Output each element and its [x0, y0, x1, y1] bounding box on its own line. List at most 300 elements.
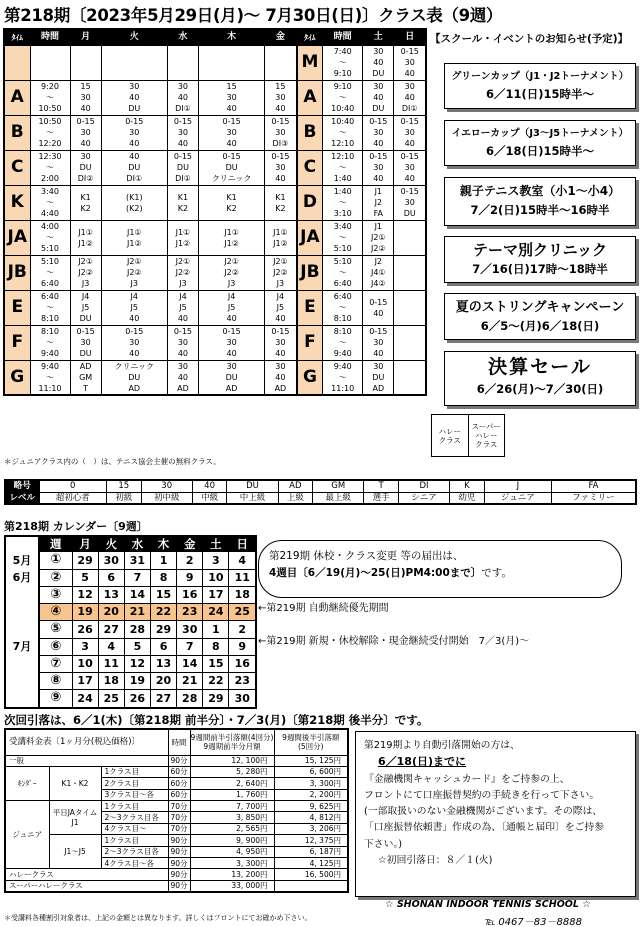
bubble-line-2	[269, 565, 611, 582]
cell-line: T	[83, 383, 89, 393]
calendar-week-row	[5, 690, 256, 708]
class-cell	[199, 185, 265, 220]
cell-line: DI①	[175, 174, 191, 183]
cell-line: 9:40	[41, 361, 59, 371]
cell-line: 0‐15	[173, 152, 192, 161]
class-cell	[199, 45, 265, 80]
time-slot-label-right: F	[297, 325, 323, 360]
cell-line: DI②	[77, 174, 94, 183]
schedule-row	[4, 150, 426, 185]
cell-line: 6:40	[41, 279, 59, 288]
calendar-week-row	[5, 552, 256, 569]
level-code: 0	[39, 480, 106, 492]
cell-line: 10:50	[38, 117, 62, 126]
class-cell	[101, 80, 167, 115]
level-code: K	[450, 480, 485, 492]
cell-line: 5:10	[41, 244, 59, 253]
calendar-day: 18	[98, 673, 124, 690]
time-slot-label-right: B	[297, 115, 323, 150]
cell-line: ～	[338, 372, 347, 382]
cell-line: DI③	[272, 139, 289, 148]
calendar-week-row	[5, 673, 256, 690]
fee-time: 90分	[168, 755, 190, 766]
priority-period-note: ←第219期 自動継続優先期間	[258, 603, 389, 614]
auto-deadline: 6／18(日)までに	[378, 755, 467, 769]
cell-line: 30	[177, 361, 189, 371]
cell-line: AD	[225, 383, 238, 393]
cell-line: クリニック	[211, 174, 252, 183]
fee-sub: 2～3クラス目各	[101, 812, 168, 823]
calendar-day: 14	[177, 655, 203, 672]
cell-line: クリニック	[114, 361, 155, 371]
class-cell	[199, 360, 265, 395]
cell-line: J5	[276, 303, 285, 312]
class-cell	[265, 185, 297, 220]
level-code: T	[364, 480, 399, 492]
cell-line: ～	[338, 233, 347, 242]
time-range	[30, 115, 70, 150]
cell-line: DU	[128, 104, 141, 113]
class-cell	[363, 185, 394, 220]
news-string-campaign	[444, 293, 636, 340]
fee-second: 6, 600円	[274, 766, 348, 777]
cell-line: J1	[374, 222, 383, 231]
calendar-corner	[5, 536, 39, 552]
calendar-day: 5	[124, 638, 150, 655]
calendar-header-row	[5, 536, 256, 552]
class-cell	[70, 360, 101, 395]
schedule-row	[4, 220, 426, 255]
cell-line: J2①	[273, 257, 288, 266]
fee-category: 一般	[5, 755, 168, 766]
cell-line: 0‐15	[400, 152, 419, 161]
fee-second: 16, 500円	[274, 869, 348, 880]
header-sun: 日	[394, 29, 426, 45]
calendar-day: 24	[203, 604, 229, 621]
calendar-day: 26	[72, 621, 98, 638]
cell-line: J5	[227, 303, 236, 312]
fee-category-kinder: ｷﾝﾀﾞｰ	[5, 766, 49, 800]
time-slot-label: K	[4, 185, 30, 220]
cell-line: DU	[79, 163, 92, 172]
class-cell	[70, 150, 101, 185]
cell-line: 6:40	[41, 292, 59, 301]
cell-line: 30	[129, 338, 140, 347]
cell-line: 30	[404, 198, 415, 207]
cell-line: DU	[372, 372, 385, 382]
cell-line: 6:40	[333, 279, 352, 288]
header-time-label-right: ﾀｲﾑ	[297, 29, 323, 45]
class-cell	[167, 150, 198, 185]
news-title: グリーンカップ（J1・J2トーナメント）	[451, 71, 629, 82]
cell-line: 12:10	[331, 152, 355, 161]
calendar-month	[5, 586, 39, 603]
news-date: 6／18(日)15時半～	[485, 144, 595, 158]
cell-line: ～	[46, 372, 54, 382]
level-name: 中上級	[227, 492, 278, 504]
fee-first: 5, 280円	[190, 766, 274, 777]
time-slot-label-right: JA	[297, 220, 323, 255]
fee-time: 90分	[168, 835, 190, 846]
cell-line: 40	[226, 314, 237, 323]
cell-line: DU	[79, 349, 92, 358]
cell-line: 30	[80, 128, 91, 137]
cell-line: 9:40	[41, 349, 59, 358]
level-code-row	[5, 480, 636, 492]
cell-line	[394, 377, 425, 388]
cell-line: 10:40	[331, 104, 355, 113]
class-cell	[363, 80, 394, 115]
calendar-day: 2	[177, 552, 203, 569]
class-cell	[394, 150, 426, 185]
cell-line: J4	[179, 292, 187, 301]
calendar-month	[5, 604, 39, 621]
fee-sub-ja: 平日JAタイム J1	[49, 801, 101, 835]
calendar-day: 1	[150, 552, 176, 569]
class-cell	[265, 290, 297, 325]
auto-first-debit: ☆初回引落日：８／１(火)	[378, 855, 493, 867]
fee-row	[5, 835, 348, 846]
week-number: ⑦	[39, 655, 72, 672]
time-range	[30, 290, 70, 325]
cell-line: 40	[129, 152, 140, 161]
cell-line: K2	[275, 203, 286, 213]
fee-category: スーパーハレークラス	[5, 880, 168, 891]
super-hare-class-label: スーパー ハレー クラス	[471, 422, 501, 449]
class-cell	[167, 255, 198, 290]
calendar-header: 木	[150, 536, 176, 552]
time-slot-label: A	[4, 80, 30, 115]
term-calendar	[4, 535, 257, 709]
cell-line: K1	[80, 192, 91, 202]
cell-line: 0‐15	[222, 152, 241, 161]
class-cell	[394, 325, 426, 360]
cell-line: J2①	[78, 257, 93, 266]
time-range	[30, 80, 70, 115]
class-cell	[363, 115, 394, 150]
cell-line: 30	[226, 338, 237, 347]
cell-line: J1①	[224, 227, 239, 237]
cell-line: 40	[177, 93, 189, 102]
cell-line: J2①	[370, 233, 386, 242]
week-number: ⑥	[39, 638, 72, 655]
cell-line: J2②	[224, 268, 239, 277]
calendar-day: 12	[124, 655, 150, 672]
level-code: 40	[192, 480, 227, 492]
cell-line: 30	[404, 82, 415, 91]
level-code: FA	[551, 480, 636, 492]
level-name-row	[5, 492, 636, 504]
cell-line: ～	[46, 198, 54, 207]
cell-line: 0‐15	[271, 327, 290, 336]
auto-line: 下さい。)	[364, 838, 403, 850]
level-name: 初中級	[141, 492, 192, 504]
calendar-header: 火	[98, 536, 124, 552]
junior-note: ＊ジュニアクラス内の（ ）は、テニス協会主催の無料クラス。	[4, 457, 221, 466]
cell-line: 0‐15	[222, 327, 241, 336]
fee-time: 90分	[168, 858, 190, 869]
week-number: ⑧	[39, 673, 72, 690]
cell-line: 3:10	[333, 209, 352, 218]
cell-line: 15	[275, 82, 286, 91]
cell-line: 12:10	[331, 139, 355, 148]
level-code: 15	[106, 480, 141, 492]
cell-line: 1:40	[333, 174, 352, 183]
new-registration-note: ←第219期 新規・休校解除・現金継続受付開始 7／3(月)～	[258, 636, 530, 647]
fee-time: 70分	[168, 812, 190, 823]
cell-line: 30	[275, 361, 286, 371]
level-code: AD	[278, 480, 313, 492]
cell-line: 30	[80, 93, 91, 102]
phone-number: ℡ 0467－83－8888	[485, 917, 582, 927]
level-name: 初級	[106, 492, 141, 504]
cell-line: J1	[374, 187, 383, 196]
cell-line: 2:00	[41, 174, 59, 183]
calendar-day: 17	[72, 673, 98, 690]
header-time: 時間	[30, 29, 70, 45]
calendar-title: 第218期 カレンダー〔9週〕	[4, 520, 148, 533]
cell-line: 0‐15	[76, 327, 95, 336]
cell-line: 40	[373, 174, 384, 183]
class-cell	[101, 185, 167, 220]
cell-line: ～	[338, 128, 347, 137]
news-title: 決算セール	[488, 356, 592, 378]
class-cell	[265, 45, 297, 80]
cell-line: 40	[404, 139, 415, 148]
cell-line: 30	[275, 338, 286, 347]
time-range-right	[323, 185, 363, 220]
calendar-day: 30	[98, 552, 124, 569]
calendar-month	[5, 690, 39, 708]
auto-line: 第219期より自動引落開始の方は、	[364, 740, 520, 751]
calendar-day: 23	[177, 604, 203, 621]
cell-line: 9:20	[41, 82, 59, 91]
fee-note: ＊受講料各種割引対象者は、上記の金額とは異なります。詳しくはフロントにてお確かめ下さい。	[4, 914, 312, 922]
cell-line: 40	[275, 104, 286, 113]
cell-line: J5	[130, 303, 138, 312]
time-slot-label-right: D	[297, 185, 323, 220]
calendar-header: 金	[177, 536, 203, 552]
cell-line: 40	[373, 308, 384, 318]
cell-line	[394, 273, 425, 284]
calendar-day: 13	[150, 655, 176, 672]
fee-first: 33, 000円	[190, 880, 274, 891]
fee-time: 60分	[168, 778, 190, 789]
cell-line: 30	[404, 128, 415, 137]
time-range-right	[323, 150, 363, 185]
fee-header-second: 9週間後半引落額 (5回分)	[274, 729, 348, 755]
class-cell	[265, 115, 297, 150]
calendar-day: 17	[203, 586, 229, 603]
cell-line	[394, 366, 425, 377]
news-title: テーマ別クリニック	[472, 241, 608, 259]
cell-line: 30	[275, 93, 286, 102]
cell-line: J3	[179, 279, 187, 288]
cell-line: K2	[226, 203, 237, 213]
cell-line: 0‐15	[271, 117, 290, 126]
class-cell	[265, 255, 297, 290]
schedule-row	[4, 290, 426, 325]
class-cell	[101, 325, 167, 360]
calendar-day: 10	[72, 655, 98, 672]
class-cell	[265, 150, 297, 185]
class-cell	[363, 150, 394, 185]
cell-line: 7:40	[333, 47, 352, 56]
fee-sub: 4クラス目～	[101, 823, 168, 834]
cell-line: 40	[129, 139, 140, 148]
cell-line: 40	[226, 349, 237, 358]
cell-line: J2②	[175, 268, 191, 277]
fee-sub: 3クラス目～各	[101, 789, 168, 800]
cell-line: 30	[177, 128, 189, 137]
bubble-line-1: 第219期 休校・クラス変更 等の届出は、	[269, 550, 464, 562]
cell-line: 9:40	[333, 361, 352, 371]
cell-line: AD	[372, 383, 385, 393]
news-settlement-sale	[444, 351, 636, 406]
cell-line: 30	[373, 338, 384, 347]
cell-line	[394, 238, 425, 249]
header-time-label: ﾀｲﾑ	[4, 29, 30, 45]
cell-line: ～	[338, 163, 347, 172]
calendar-day: 8	[203, 638, 229, 655]
level-code: 30	[141, 480, 192, 492]
level-name: シニア	[399, 492, 450, 504]
cell-line: J2	[374, 198, 383, 207]
calendar-day: 8	[150, 569, 176, 586]
cell-line: J2①	[126, 257, 142, 266]
class-schedule-table	[3, 28, 427, 396]
cell-line: 40	[129, 314, 140, 323]
cell-line	[31, 57, 70, 68]
cell-line: DU	[372, 69, 385, 78]
cell-line: 30	[373, 128, 384, 137]
class-cell	[70, 290, 101, 325]
calendar-day: 30	[229, 690, 256, 708]
cell-line: AD	[274, 383, 287, 393]
time-slot-label	[4, 45, 30, 80]
time-range-right	[323, 80, 363, 115]
class-cell	[394, 255, 426, 290]
cell-line: 9:10	[333, 69, 352, 78]
fee-sub: 1クラス目	[101, 835, 168, 846]
time-slot-label-right: C	[297, 150, 323, 185]
cell-line: 30	[80, 152, 91, 161]
calendar-day: 7	[124, 569, 150, 586]
cell-line: 40	[226, 139, 237, 148]
cell-line: 0‐15	[173, 327, 192, 336]
fee-first: 2, 640円	[190, 778, 274, 789]
calendar-day: 29	[203, 690, 229, 708]
class-cell	[101, 290, 167, 325]
time-slot-label-right: G	[297, 360, 323, 395]
cell-line: J1②	[126, 238, 142, 248]
time-range	[30, 255, 70, 290]
fee-first: 3, 300円	[190, 858, 274, 869]
cell-line: ～	[338, 338, 347, 347]
calendar-month: 7月	[5, 638, 39, 655]
class-cell	[101, 150, 167, 185]
class-cell	[101, 220, 167, 255]
cell-line: 9:40	[333, 349, 352, 358]
fee-sub: 4クラス目～各	[101, 858, 168, 869]
calendar-day: 19	[124, 673, 150, 690]
fee-row	[5, 801, 348, 812]
time-range-right	[323, 115, 363, 150]
schedule-row	[4, 325, 426, 360]
cell-line: 4:40	[41, 209, 59, 218]
time-range	[30, 185, 70, 220]
cell-line: 3:40	[41, 187, 59, 196]
cell-line: 30	[275, 128, 286, 137]
level-code: DI	[399, 480, 450, 492]
fee-header-item: 受講料金表〔1ヶ月分(税込価格)〕	[5, 729, 168, 755]
cell-line: 40	[373, 139, 384, 148]
class-cell	[363, 220, 394, 255]
calendar-day: 6	[150, 638, 176, 655]
news-green-cup	[444, 63, 636, 109]
calendar-day: 21	[124, 604, 150, 621]
header-tue: 火	[101, 29, 167, 45]
cell-line: J3	[81, 279, 90, 288]
news-date: 6／11(日)15時半～	[485, 87, 595, 101]
cell-line: 0‐15	[369, 327, 388, 336]
calendar-day: 21	[177, 673, 203, 690]
cell-line: K1	[226, 192, 237, 202]
fee-second: 9, 625円	[274, 801, 348, 812]
notice-bubble	[258, 540, 622, 598]
class-cell	[167, 115, 198, 150]
cell-line: 30	[373, 163, 384, 172]
level-name: 選手	[364, 492, 399, 504]
news-yellow-cup	[444, 120, 636, 166]
class-cell	[363, 325, 394, 360]
calendar-day: 25	[229, 604, 256, 621]
class-cell	[199, 255, 265, 290]
calendar-day: 2	[229, 621, 256, 638]
cell-line: DI①	[175, 104, 191, 113]
cell-line: ～	[338, 268, 347, 277]
cell-line: J4①	[370, 268, 386, 277]
fee-category: ハレークラス	[5, 869, 168, 880]
cell-line: 30	[373, 47, 384, 56]
schedule-row	[4, 360, 426, 395]
cell-line	[394, 308, 425, 319]
class-cell	[394, 220, 426, 255]
class-cell	[167, 220, 198, 255]
cell-line: 40	[404, 174, 415, 183]
class-cell	[394, 45, 426, 80]
week-number: ⑤	[39, 621, 72, 638]
cell-line: J4②	[370, 279, 386, 288]
class-cell	[70, 45, 101, 80]
cell-line: J3	[276, 279, 285, 288]
class-cell	[167, 185, 198, 220]
cell-line: 30	[226, 361, 237, 371]
class-cell	[167, 45, 198, 80]
news-parent-child	[444, 177, 636, 226]
cell-line	[31, 68, 70, 79]
time-range-right	[323, 290, 363, 325]
calendar-day: 9	[229, 638, 256, 655]
class-cell	[101, 255, 167, 290]
cell-line: DU	[128, 163, 141, 172]
fee-second: 4, 812円	[274, 812, 348, 823]
cell-line: 3:40	[333, 222, 352, 231]
calendar-header: 週	[39, 536, 72, 552]
time-slot-label: JB	[4, 255, 30, 290]
fee-sub: 2～3クラス目各	[101, 846, 168, 857]
time-slot-label-right: JB	[297, 255, 323, 290]
